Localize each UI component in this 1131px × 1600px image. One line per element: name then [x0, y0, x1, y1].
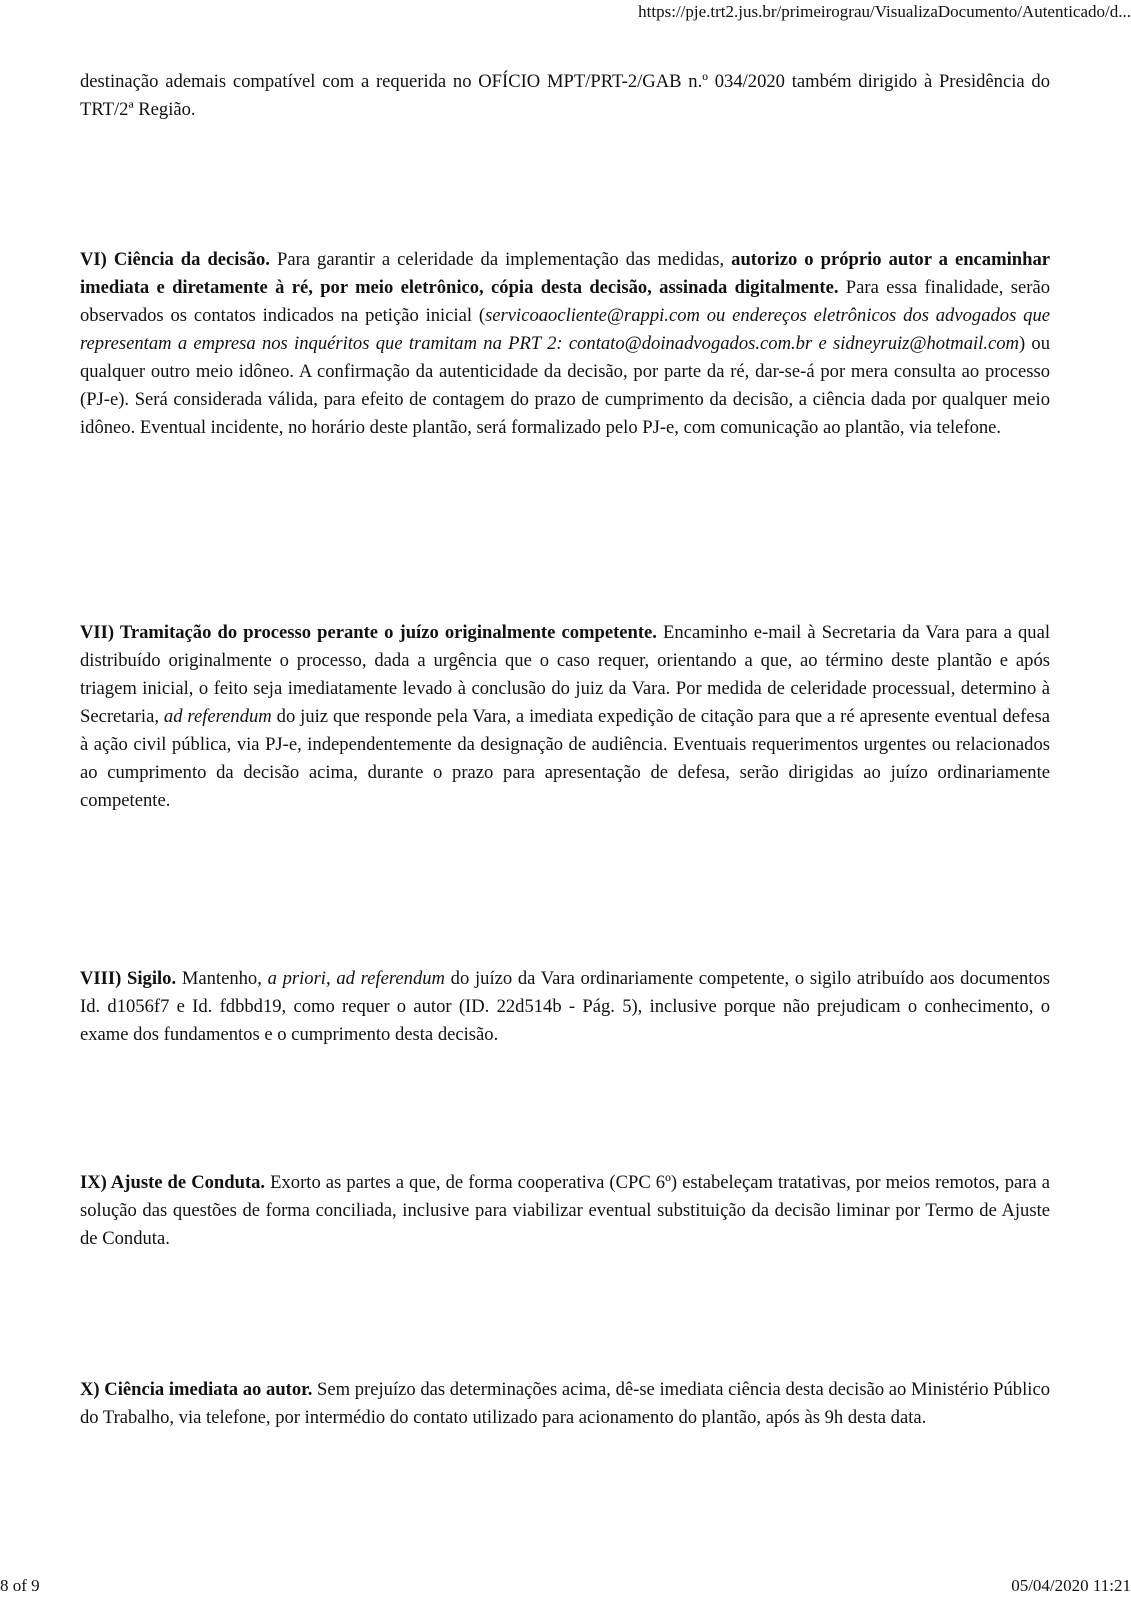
paragraph-text: Sem prejuízo das determinações acima, dê-se imediata ciência desta decisão ao Ministério Público do Trabalho, via telefone, por intermédio do contato utilizado para acionamento do plantão, após às 9h desta data. — [80, 1379, 1050, 1428]
section-vii — [80, 619, 1050, 815]
paragraph-text: Mantenho, — [176, 968, 268, 989]
page-url: https://pje.trt2.jus.br/primeirograu/VisualizaDocumento/Autenticado/d... — [638, 2, 1131, 21]
page-number: 8 of 9 — [0, 1576, 40, 1595]
section-viii — [80, 965, 1050, 1049]
section-heading: VI) Ciência da decisão. — [80, 249, 270, 270]
paragraph-italic-text: ad referendum — [163, 706, 272, 727]
print-datetime: 05/04/2020 11:21 — [1011, 1576, 1131, 1595]
section-x — [80, 1376, 1050, 1432]
section-heading: X) Ciência imediata ao autor. — [80, 1379, 313, 1400]
paragraph-text: Para essa finalidade, serão observados os contatos indicados na petição inicial ( — [80, 277, 1050, 326]
paragraph-text: , — [325, 968, 337, 989]
paragraph-text: Encaminho e-mail à Secretaria da Vara para a qual distribuído originalmente o processo, dada a urgência que o caso requer, orientando a que, ao término deste plantão e após triagem inicial, o feito seja imediatamente levado à conclusão do juiz da Vara. Por medida de celeridade processual, determino à Secretaria, — [80, 622, 1050, 727]
section-heading: VII) Tramitação do processo perante o juízo originalmente competente. — [80, 622, 657, 643]
paragraph-text: Para garantir a celeridade da implementação das medidas, — [269, 249, 732, 270]
paragraph-continuation — [80, 68, 1050, 124]
section-vi — [80, 246, 1050, 442]
paragraph-italic-text: servicoaocliente@rappi.com ou endereços eletrônicos dos advogados que representam a empresa nos inquéritos que tramitam na PRT 2: contato@doinadvogados.com.br e sidneyruiz@hotmail.com — [80, 305, 1050, 354]
section-heading: IX) Ajuste de Conduta. — [80, 1172, 266, 1193]
paragraph-italic-text: a priori — [267, 968, 326, 989]
paragraph-text: ) ou qualquer outro meio idôneo. A confirmação da autenticidade da decisão, por parte da ré, dar-se-á por mera consulta ao processo (PJ-e). Será considerada válida, para efeito de contagem do prazo de cumprimento da decisão, a ciência dada por qualquer meio idôneo. Eventual incidente, no horário deste plantão, será formalizado pelo PJ-e, com comunicação ao plantão, via telefone. — [80, 333, 1051, 438]
paragraph-italic-text: ad referendum — [336, 968, 445, 989]
paragraph-bold-text: autorizo o próprio autor a encaminhar imediata e diretamente à ré, por meio eletrônico, cópia desta decisão, assinada digitalmente. — [80, 249, 1050, 298]
paragraph-text: destinação ademais compatível com a requerida no OFÍCIO MPT/PRT-2/GAB n.º 034/2020 também dirigido à Presidência do TRT/2ª Região. — [80, 71, 1050, 120]
section-ix — [80, 1169, 1050, 1253]
paragraph-text: do juiz que responde pela Vara, a imediata expedição de citação para que a ré apresente eventual defesa à ação civil pública, via PJ-e, independentemente da designação de audiência. Eventuais requerimentos urgentes ou relacionados ao cumprimento da decisão acima, durante o prazo para apresentação de defesa, serão dirigidas ao juízo ordinariamente competente. — [80, 706, 1050, 811]
paragraph-text: Exorto as partes a que, de forma cooperativa (CPC 6º) estabeleçam tratativas, por meios remotos, para a solução das questões de forma conciliada, inclusive para viabilizar eventual substituição da decisão liminar por Termo de Ajuste de Conduta. — [80, 1172, 1050, 1249]
paragraph-text: do juízo da Vara ordinariamente competente, o sigilo atribuído aos documentos Id. d1056f7 e Id. fdbbd19, como requer o autor (ID. 22d514b - Pág. 5), inclusive porque não prejudicam o conhecimento, o exame dos fundamentos e o cumprimento desta decisão. — [80, 968, 1051, 1045]
section-heading: VIII) Sigilo. — [80, 968, 177, 989]
